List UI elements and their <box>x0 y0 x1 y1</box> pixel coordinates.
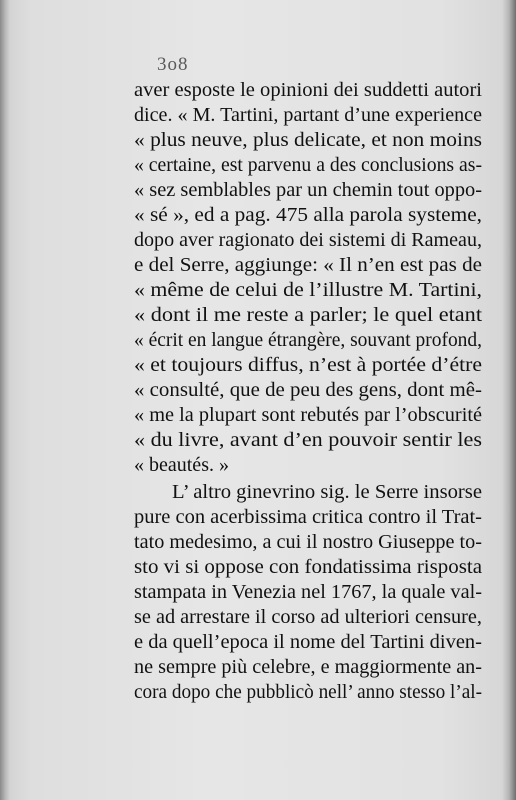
text-line: « certaine, est parvenu a des conclusions as- <box>134 154 482 176</box>
text-line: « me la plupart sont rebutés par l’obscurité <box>134 404 482 426</box>
text-line: « même de celui de l’illustre M. Tartini, <box>134 279 482 301</box>
text-line: ne sempre più celebre, e maggiormente an- <box>134 656 482 678</box>
text-line: « consulté, que de peu des gens, dont mê- <box>134 379 482 401</box>
text-line: dice. « M. Tartini, partant d’une experience <box>134 104 482 126</box>
text-line: e del Serre, aggiunge: « Il n’en est pas de <box>134 254 482 276</box>
page-left-edge <box>0 0 10 800</box>
text-line: sto vi si oppose con fondatissima risposta <box>134 556 482 578</box>
text-line: e da quell’epoca il nome del Tartini diven- <box>134 631 482 653</box>
text-line: L’ altro ginevrino sig. le Serre insorse <box>172 481 482 503</box>
text-line: stampata in Venezia nel 1767, la quale val- <box>134 581 482 603</box>
text-line: « du livre, avant d’en pouvoir sentir les <box>134 429 482 451</box>
text-line: « et toujours diffus, n’est à portée d’étre <box>134 354 482 376</box>
text-line: dopo aver ragionato dei sistemi di Rameau, <box>134 229 482 251</box>
page-number: 3o8 <box>157 54 189 75</box>
text-line: pure con acerbissima critica contro il Trat- <box>134 506 482 528</box>
text-line: « plus neuve, plus delicate, et non moins <box>134 129 482 151</box>
text-line: « sez semblables par un chemin tout oppo- <box>134 179 482 201</box>
text-line: cora dopo che pubblicò nell’ anno stesso l’al- <box>134 681 482 703</box>
text-line: « sé », ed a pag. 475 alla parola systeme, <box>134 204 482 226</box>
text-line: se ad arrestare il corso ad ulteriori censure, <box>134 606 482 628</box>
text-line: tato medesimo, a cui il nostro Giuseppe to- <box>134 531 482 553</box>
text-line: « dont il me reste a parler; le quel etant <box>134 304 482 326</box>
text-line: « écrit en langue étrangère, souvant profond, <box>134 329 482 351</box>
text-line: aver esposte le opinioni dei suddetti autori <box>134 79 482 101</box>
page-right-edge <box>502 0 516 800</box>
text-line: « beautés. » <box>134 454 229 476</box>
